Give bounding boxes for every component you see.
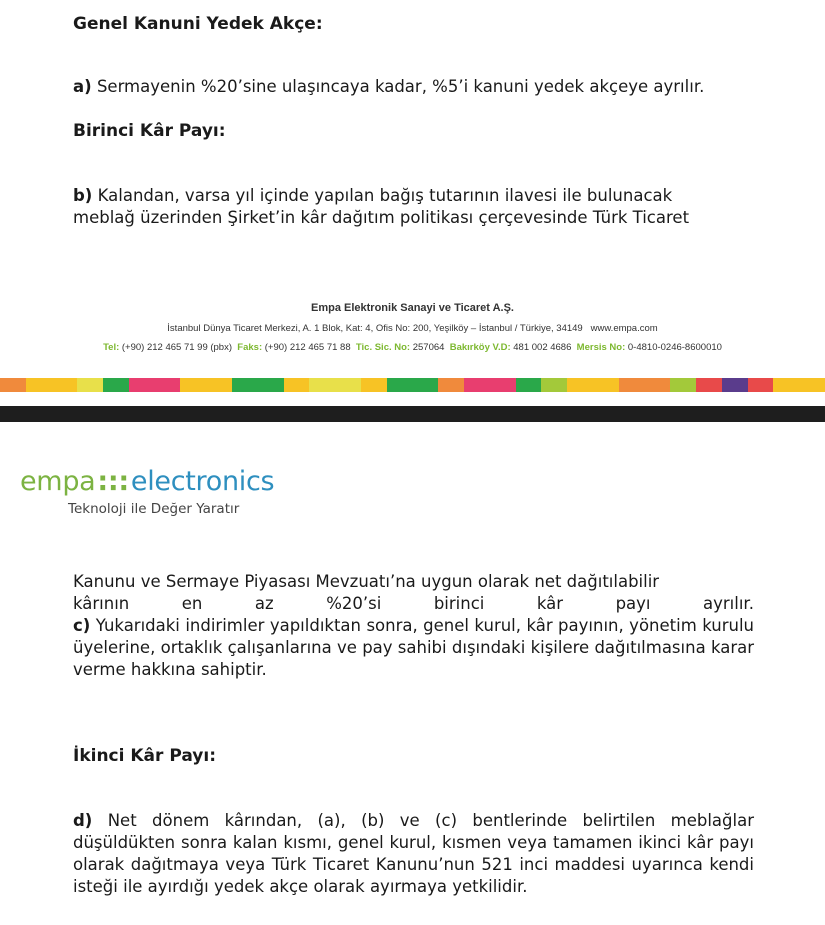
paragraph-continuation [73, 571, 754, 615]
mersis-label: Mersis No: [576, 342, 626, 353]
stripe-segment [52, 378, 78, 392]
para-a-label: a) [73, 77, 92, 96]
para-b-label: b) [73, 186, 93, 205]
tax-value: 481 002 4686 [513, 342, 572, 353]
tel-value: (+90) 212 465 71 99 (pbx) [121, 342, 233, 353]
cont-line2-word: az [254, 594, 274, 613]
stripe-segment [696, 378, 722, 392]
stripe-segment [309, 378, 335, 392]
stripe-segment [180, 378, 206, 392]
stripe-segment [0, 378, 26, 392]
para-d-label: d) [73, 811, 93, 830]
stripe-segment [516, 378, 542, 392]
stripe-segment [619, 378, 645, 392]
cont-line2-word: payı [615, 594, 651, 613]
stripe-segment [155, 378, 181, 392]
trade-reg-label: Tic. Sic. No: [355, 342, 411, 353]
company-logo [20, 466, 274, 497]
footer-address-text: İstanbul Dünya Ticaret Merkezi, A. 1 Blok, Kat: 4, Ofis No: 200, Yeşilköy – İstanbul / Türkiye, 34149 [167, 323, 583, 334]
stripe-segment [335, 378, 361, 392]
stripe-segment [593, 378, 619, 392]
para-d-text: Net dönem kârından, (a), (b) ve (c) bentlerinde belirtilen meblağlar düşüldükten sonra kalan kısmı, genel kurul, kısmen veya tamamen ikinci kâr payı olarak dağıtmaya veya Türk Ticaret Kanunu’nun 521 inci maddesi uyarınca kendi isteği ile ayırdığı yedek akçe olarak ayırmaya yetkilidir. [73, 811, 754, 896]
para-c-label: c) [73, 616, 91, 635]
footer-address [0, 323, 825, 334]
footer-contact [0, 342, 825, 353]
stripe-segment [722, 378, 748, 392]
para-b-line2: meblağ üzerinden Şirket’in kâr dağıtım politikası çerçevesinde Türk Ticaret [73, 208, 690, 227]
stripe-segment [645, 378, 671, 392]
logo-tagline: Teknoloji ile Değer Yaratır [68, 501, 240, 517]
paragraph-c [73, 615, 754, 681]
footer-company: Empa Elektronik Sanayi ve Ticaret A.Ş. [311, 302, 514, 314]
cont-line1-text: Kanunu ve Sermaye Piyasası Mevzuatı’na uygun olarak net dağıtılabilir [73, 572, 660, 591]
heading-second-dividend: İkinci Kâr Payı: [73, 746, 216, 766]
para-a-text: Sermayenin %20’sine ulaşıncaya kadar, %5’i kanuni yedek akçeye ayrılır. [96, 77, 705, 96]
fax-label: Faks: [237, 342, 263, 353]
cont-line2-word: birinci [433, 594, 485, 613]
stripe-segment [77, 378, 103, 392]
stripe-segment [413, 378, 439, 392]
stripe-segment [232, 378, 258, 392]
stripe-segment [258, 378, 284, 392]
stripe-segment [284, 378, 310, 392]
stripe-segment [129, 378, 155, 392]
paragraph-b [73, 185, 754, 229]
para-b-line1-text: Kalandan, varsa yıl içinde yapılan bağış tutarının ilavesi ile bulunacak [97, 186, 673, 205]
stripe-segment [387, 378, 413, 392]
cont-line2-word: kâr [536, 594, 564, 613]
logo-part-empa: empa [20, 466, 96, 497]
stripe-segment [748, 378, 774, 392]
page-separator [0, 406, 825, 422]
stripe-segment [464, 378, 490, 392]
footer-website-link[interactable]: www.empa.com [590, 323, 658, 334]
cont-line2-word: ayrılır. [703, 594, 754, 613]
stripe-segment [799, 378, 825, 392]
heading-legal-reserve: Genel Kanuni Yedek Akçe: [73, 14, 323, 34]
mersis-value: 0-4810-0246-8600010 [627, 342, 722, 353]
fax-value: (+90) 212 465 71 88 [264, 342, 351, 353]
stripe-segment [438, 378, 464, 392]
stripe-segment [26, 378, 52, 392]
stripe-segment [541, 378, 567, 392]
stripe-segment [490, 378, 516, 392]
para-c-text: Yukarıdaki indirimler yapıldıktan sonra, genel kurul, kâr payının, yönetim kurulu üyelerine, ortaklık çalışanlarına ve pay sahibi dışındaki kişilere dağıtılmasına karar verme hakkına sahiptir. [73, 616, 755, 679]
tel-label: Tel: [103, 342, 120, 353]
tax-label: Bakırköy V.D: [449, 342, 511, 353]
color-stripe [0, 378, 825, 392]
trade-reg-value: 257064 [412, 342, 445, 353]
stripe-segment [103, 378, 129, 392]
logo-part-electronics: electronics [130, 466, 275, 497]
stripe-segment [670, 378, 696, 392]
paragraph-a [73, 76, 754, 98]
cont-line2 [73, 593, 754, 615]
heading-first-dividend: Birinci Kâr Payı: [73, 121, 226, 141]
stripe-segment [773, 378, 799, 392]
stripe-segment [206, 378, 232, 392]
para-b-line1 [73, 185, 754, 207]
cont-line2-word: %20’si [326, 594, 382, 613]
stripe-segment [567, 378, 593, 392]
logo-dots-icon: ::: [97, 466, 129, 497]
stripe-segment [361, 378, 387, 392]
cont-line2-word: en [181, 594, 203, 613]
cont-line2-word: kârının [73, 594, 130, 613]
cont-line1 [73, 571, 754, 593]
paragraph-d [73, 810, 754, 898]
